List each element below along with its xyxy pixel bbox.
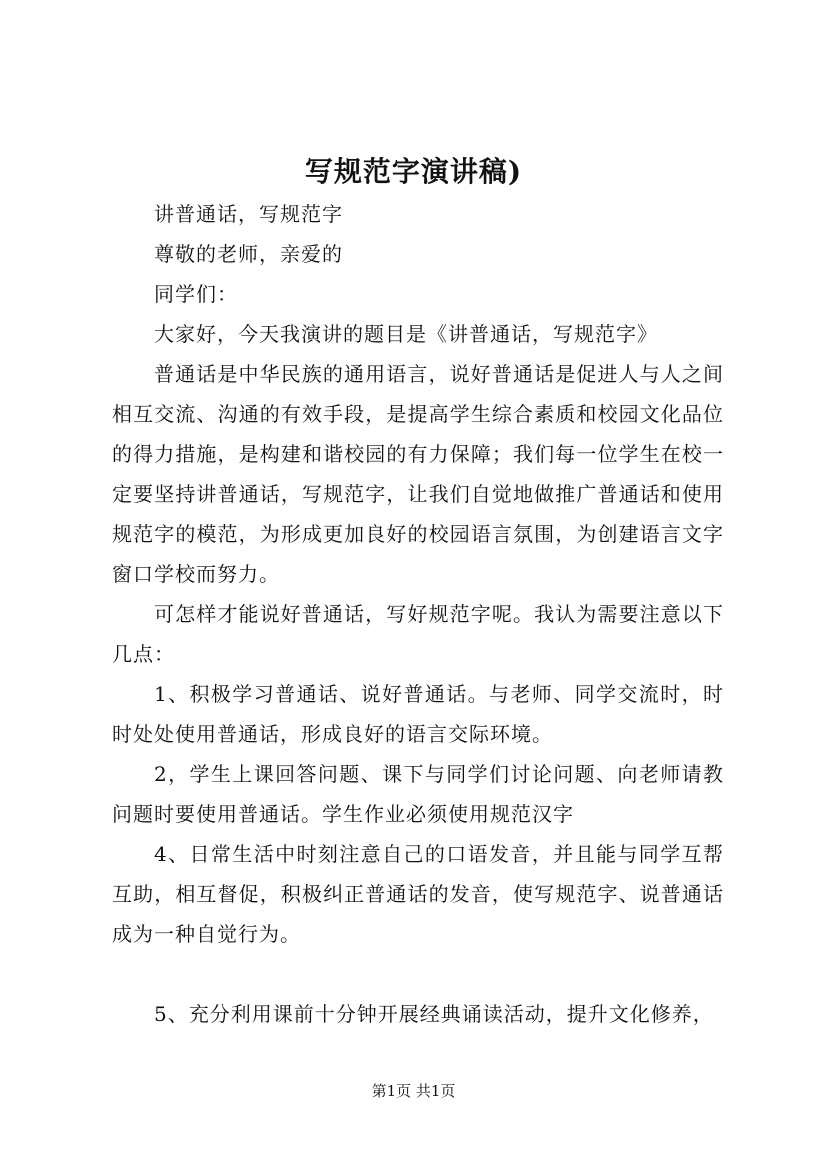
paragraph-salutation: 尊敬的老师，亲爱的 — [154, 242, 343, 266]
paragraph-point-1: 1、积极学习普通话、说好普通话。与老师、同学交流时，时时处处使用普通话，形成良好的语言交际环境。 — [112, 682, 724, 746]
paragraph-salutation-cont: 同学们： — [154, 282, 238, 306]
paragraph-subtitle: 讲普通话，写规范字 — [154, 202, 343, 226]
paragraph-body-1: 普通话是中华民族的通用语言，说好普通话是促进人与人之间相互交流、沟通的有效手段，是提高学生综合素质和校园文化品位的得力措施，是构建和谐校园的有力保障；我们每一位学生在校一定要坚持讲普通话，写规范字，让我们自觉地做推广普通话和使用规范字的模范，为形成更加良好的校园语言氛围，为创建语言文字窗口学校而努力。 — [112, 362, 724, 586]
document-title: 写规范字演讲稿) — [304, 155, 523, 188]
page-footer: 第1页 共1页 — [371, 1082, 456, 1100]
paragraph-point-5: 5、充分利用课前十分钟开展经典诵读活动，提升文化修养， — [154, 1002, 714, 1026]
paragraph-greeting: 大家好，今天我演讲的题目是《讲普通话，写规范字》 — [154, 322, 658, 346]
paragraph-point-2: 2，学生上课回答问题、课下与同学们讨论问题、向老师请教问题时要使用普通话。学生作业必须使用规范汉字 — [112, 762, 724, 826]
paragraph-body-2: 可怎样才能说好普通话，写好规范字呢。我认为需要注意以下几点： — [112, 602, 724, 666]
paragraph-point-4: 4、日常生活中时刻注意自己的口语发音，并且能与同学互帮互助，相互督促，积极纠正普通话的发音，使写规范字、说普通话成为一种自觉行为。 — [112, 842, 724, 946]
